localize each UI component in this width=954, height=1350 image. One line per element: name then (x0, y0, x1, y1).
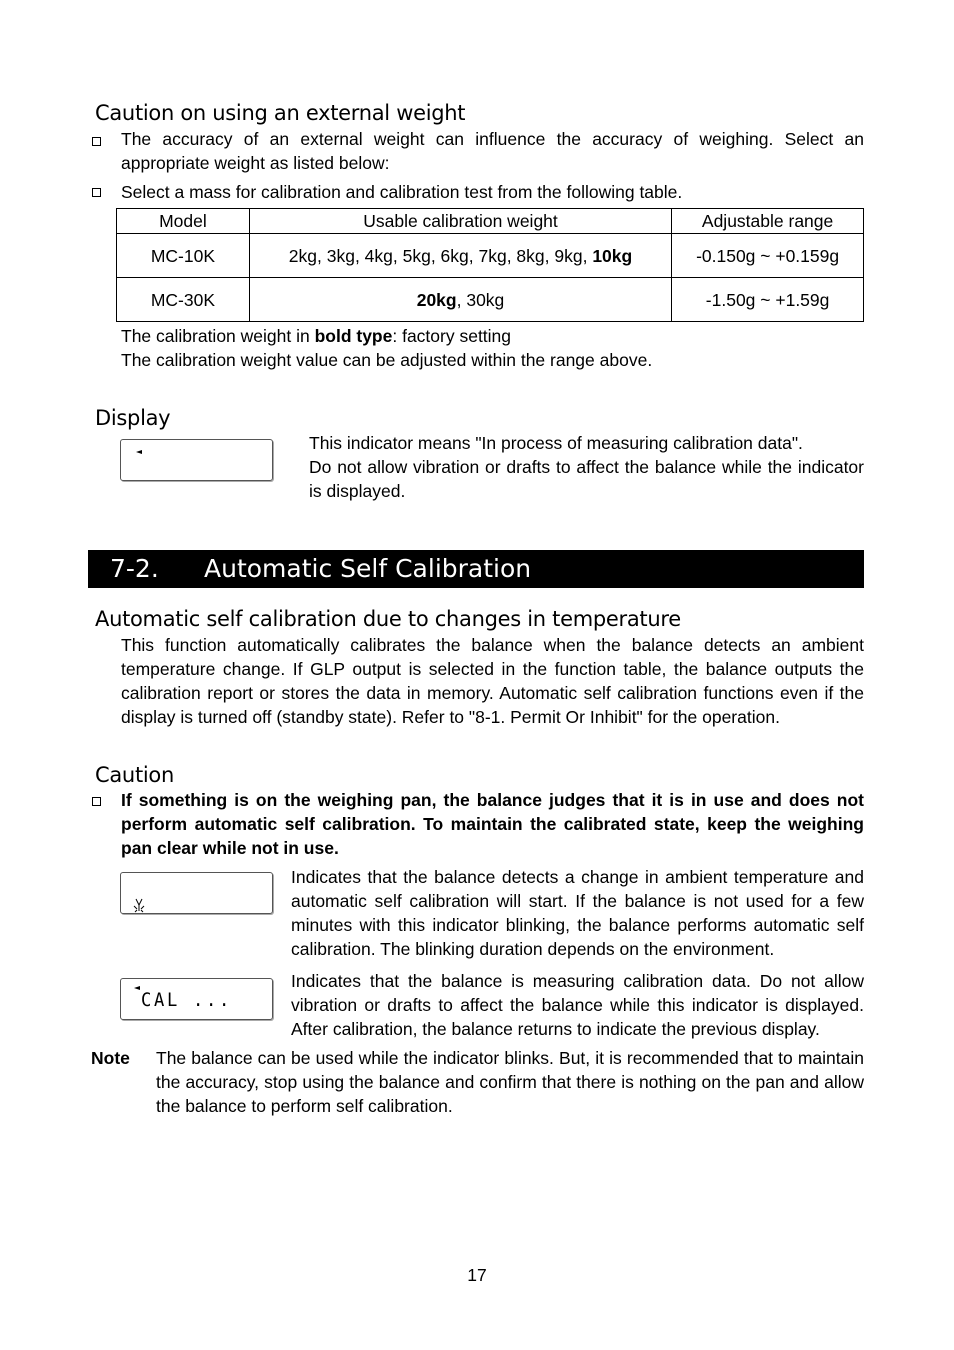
section-title: Automatic Self Calibration (204, 554, 532, 583)
display-heading: Display (95, 406, 171, 430)
table-header-range: Adjustable range (672, 209, 864, 234)
lcd-display-cal (120, 978, 273, 1020)
table-cell-model: MC-10K (117, 234, 250, 278)
display-line-1: This indicator means "In process of measuring calibration data". (309, 433, 803, 453)
table-row (117, 234, 864, 278)
note-text: The balance can be used while the indicator blinks. But, it is recommended that to maintain the accuracy, stop using the balance and confirm that there is nothing on the pan and allow the balance to perform self calibration. (156, 1048, 864, 1116)
lcd-display-measuring (120, 439, 273, 481)
caution-bold-bullet: If something is on the weighing pan, the balance judges that it is in use and does not perform automatic self calibration. To maintain the calibrated state, keep the weighing pan clear while not in use. (121, 790, 864, 858)
adjustable-note: The calibration weight value can be adjusted within the range above. (121, 350, 653, 370)
table-cell-model: MC-30K (117, 278, 250, 322)
caution-heading: Caution (95, 763, 174, 787)
bullet-square-icon (92, 137, 101, 146)
blinking-indicator-icon (121, 873, 272, 913)
table-cell-range: -0.150g ~ +0.159g (672, 234, 864, 278)
table-header-weight: Usable calibration weight (249, 209, 671, 234)
note-label: Note (91, 1048, 130, 1068)
lcd-cal-text: CAL ... (141, 989, 232, 1011)
table-cell-weights: 20kg, 30kg (249, 278, 671, 322)
table-header-row (117, 209, 864, 234)
page-number: 17 (467, 1265, 487, 1285)
lcd-display-blinking (120, 872, 273, 914)
section-bar (88, 550, 864, 588)
external-weight-heading: Caution on using an external weight (95, 101, 466, 125)
display-line-2: Do not allow vibration or drafts to affect the balance while the indicator is displayed. (309, 457, 864, 501)
section-number: 7-2. (110, 554, 159, 583)
auto-cal-heading: Automatic self calibration due to changes in temperature (95, 607, 681, 631)
table-row (117, 278, 864, 322)
table-header-model: Model (117, 209, 250, 234)
caution-item-2: Indicates that the balance is measuring calibration data. Do not allow vibration or drafts to affect the balance while this indicator is displayed. After calibration, the balance returns to indicate the previous display. (291, 971, 864, 1039)
caution-item-1: Indicates that the balance detects a change in ambient temperature and automatic self calibration will start. If the balance is not used for a few minutes with this indicator blinking, the balance performs automatic self calibration. The blinking duration depends on the environment. (291, 867, 864, 959)
bullet-square-icon (92, 797, 101, 806)
measuring-indicator-icon (121, 440, 272, 480)
table-cell-range: -1.50g ~ +1.59g (672, 278, 864, 322)
bullet-square-icon (92, 188, 101, 197)
external-weight-bullet-1: The accuracy of an external weight can influence the accuracy of weighing. Select an appropriate weight as listed below: (121, 129, 864, 173)
external-weight-bullet-2: Select a mass for calibration and calibration test from the following table. (121, 182, 683, 202)
bold-type-note: The calibration weight in bold type: factory setting (121, 326, 512, 346)
table-cell-weights: 2kg, 3kg, 4kg, 5kg, 6kg, 7kg, 8kg, 9kg, 10kg (249, 234, 671, 278)
auto-cal-body: This function automatically calibrates the balance when the balance detects an ambient temperature change. If GLP output is selected in the function table, the balance outputs the calibration report or stores the data in memory. Automatic self calibration functions even if the display is turned off (standby state). Refer to "8-1. Permit Or Inhibit" for the operation. (121, 635, 864, 727)
calibration-weight-table (116, 208, 864, 322)
